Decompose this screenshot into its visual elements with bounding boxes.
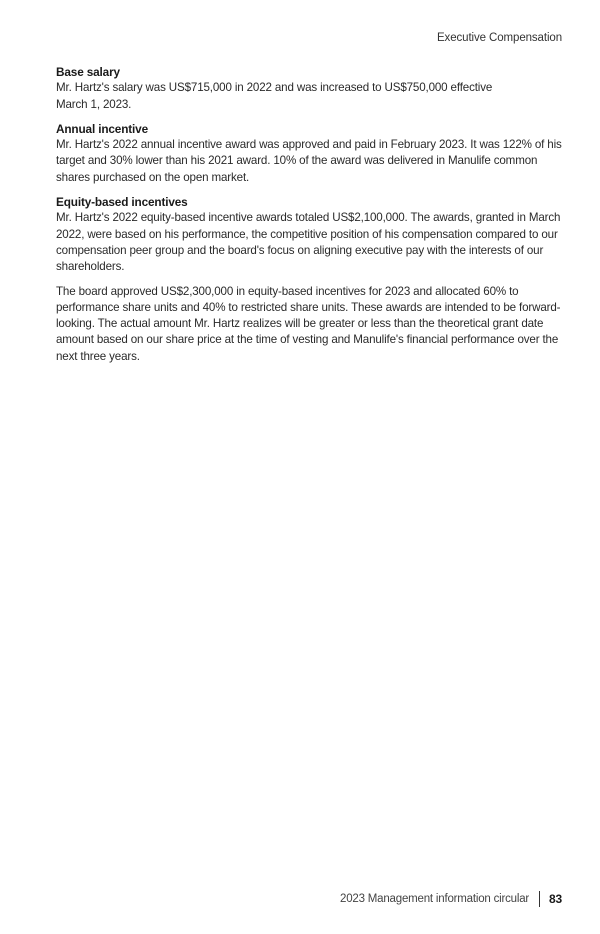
running-header: Executive Compensation (436, 32, 562, 44)
section-heading: Annual incentive (56, 121, 148, 136)
paragraph: The board approved US$2,300,000 in equity-based incentives for 2023 and allocated 60% to performance share units and 40% to restricted share units. These awards are intended to be forward-looking. The actual amount Mr. Hartz realizes will be greater or less than the theoretical grant date amount based on our share price at the time of vesting and Manulife's financial performance over the next three years. (56, 284, 561, 363)
page-number: 83 (549, 892, 562, 906)
paragraph: Mr. Hartz's salary was US$715,000 in 2022 and was increased to US$750,000 effective March 1, 2023. (56, 81, 493, 111)
section-base-salary (56, 64, 566, 113)
document-title: 2023 Management information circular (340, 893, 530, 905)
section-equity-based-incentives (56, 194, 566, 365)
section-heading: Base salary (56, 65, 120, 79)
main-content (56, 64, 566, 373)
paragraph: Mr. Hartz's 2022 annual incentive award was approved and paid in February 2023. It was 122% of his target and 30% lower than his 2021 award. 10% of the award was delivered in Manulife common shares purchased on the open market. (56, 138, 562, 184)
section-heading: Equity-based incentives (56, 195, 188, 210)
paragraph: Mr. Hartz's 2022 equity-based incentive awards totaled US$2,100,000. The awards, granted in March 2022, were based on his performance, the competitive position of his compensation compared to our compensation peer group and the board's focus on aligning executive pay with the interests of our shareholders. (56, 211, 561, 274)
footer-divider (539, 891, 540, 907)
section-annual-incentive (56, 121, 566, 186)
page-footer (340, 891, 562, 907)
